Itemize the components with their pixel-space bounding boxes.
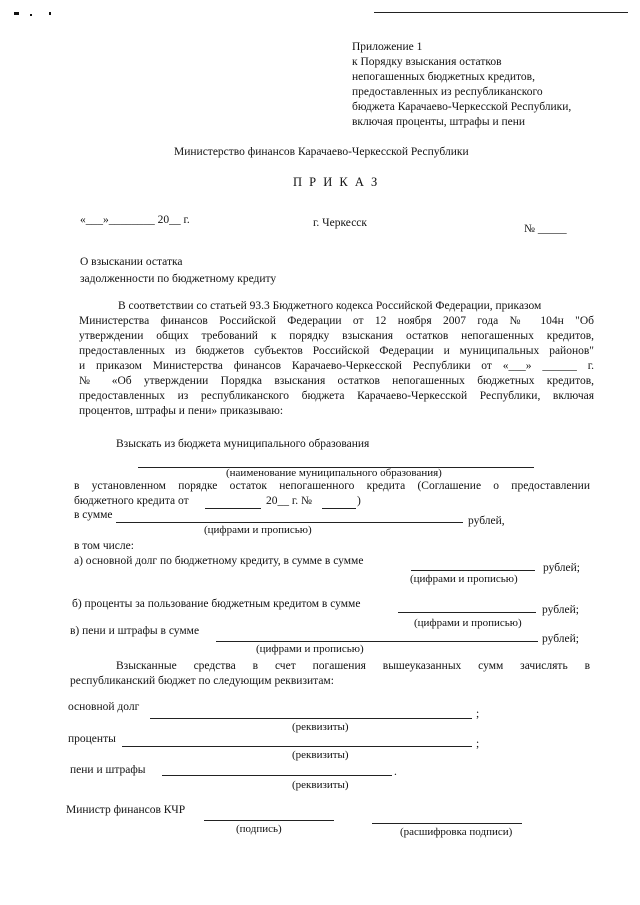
preamble-line: процентов, штрафы и пени» приказываю: [79,405,284,417]
rub-label: рублей; [542,633,579,645]
total-sum-field[interactable] [116,522,463,523]
signature-name-hint: (расшифровка подписи) [400,826,513,838]
procedure-line: бюджетного кредита от [74,495,189,507]
order-date: «___»________ 20__ г. [80,214,190,226]
principal-sum-field[interactable] [411,570,535,571]
requisites-hint: (реквизиты) [292,721,349,733]
annex-line: непогашенных бюджетных кредитов, [352,71,535,83]
subject-line: задолженности по бюджетному кредиту [80,273,277,285]
requisite-penalties-label: пени и штрафы [70,764,146,776]
requisite-interest-field[interactable] [122,746,472,747]
item-penalties: в) пени и штрафы в сумме [70,625,200,637]
procedure-line: в установленном порядке остаток непогашенного кредита (Соглашение о предоставлении [74,480,590,492]
preamble-line: и приказом Министерства финансов Карачаево-Черкесской Республики от «___» ______ г. [79,360,594,372]
agreement-number-field[interactable] [322,508,356,509]
requisite-penalties-field[interactable] [162,775,392,776]
annex-line: Приложение 1 [352,41,423,53]
signature-hint: (подпись) [236,823,282,835]
scan-mark [30,14,32,16]
sum-hint: (цифрами и прописью) [256,643,364,655]
requisite-principal-field[interactable] [150,718,472,719]
signature-field[interactable] [204,820,334,821]
transfer-line: республиканский бюджет по следующим реквизитам: [70,675,334,687]
requisites-hint: (реквизиты) [292,749,349,761]
subject-line: О взыскании остатка [80,256,183,268]
requisite-principal-label: основной долг [68,701,140,713]
penalties-sum-field[interactable] [216,641,538,642]
including-label: в том числе: [74,540,134,552]
preamble-line: предоставленных из бюджетов субъектов Российской Федерации и муниципальных районов" [79,345,594,357]
order-title: П Р И К А З [293,175,380,189]
rub-label: рублей, [468,515,505,527]
procedure-line: 20__ г. № [266,495,313,507]
sum-hint: (цифрами и прописью) [204,524,312,536]
preamble-line: утверждении общих требований к порядку взыскания остатков непогашенных кредитов, [79,330,594,342]
scan-mark [14,12,19,15]
annex-line: бюджета Карачаево-Черкесской Республики, [352,101,572,113]
annex-block [352,40,571,130]
signature-name-field[interactable] [372,823,522,824]
top-rule [374,12,628,13]
order-number: № _____ [524,223,567,235]
transfer-line: Взысканные средства в счет погашения вышеуказанных сумм зачислять в [116,660,590,672]
item-principal: а) основной долг по бюджетному кредиту, в сумме в сумме [74,555,364,567]
item-interest: б) проценты за пользование бюджетным кредитом в сумме [72,598,361,610]
requisites-hint: (реквизиты) [292,779,349,791]
requisite-interest-label: проценты [68,733,116,745]
annex-line: к Порядку взыскания остатков [352,56,502,68]
semicolon: ; [476,708,480,720]
semicolon: ; [476,738,480,750]
sum-hint: (цифрами и прописью) [414,617,522,629]
agreement-date-field[interactable] [205,508,261,509]
preamble-line: В соответствии со статьей 93.3 Бюджетного кодекса Российской Федерации, приказом [118,300,542,312]
annex-line: предоставленных из республиканского [352,86,543,98]
signature-label: Министр финансов КЧР [66,804,186,816]
preamble-line: Министерства финансов Российской Федерации от 12 ноября 2007 года № 104н "Об [79,315,594,327]
annex-line: включая проценты, штрафы и пени [352,116,526,128]
rub-label: рублей; [543,562,580,574]
sum-hint: (цифрами и прописью) [410,573,518,585]
preamble-line: предоставленных из республиканского бюджета Карачаево-Черкесской Республики, включая [79,390,594,402]
scan-mark [49,12,51,15]
interest-sum-field[interactable] [398,612,536,613]
ministry-name: Министерство финансов Карачаево-Черкесской Республики [174,146,469,158]
order-city: г. Черкесск [313,217,367,229]
period: . [394,766,397,778]
procedure-line: в сумме [74,509,113,521]
municipality-hint: (наименование муниципального образования) [226,467,442,479]
preamble-line: № «Об утверждении Порядка взыскания остатков непогашенных бюджетных кредитов, [79,375,594,387]
rub-label: рублей; [542,604,579,616]
collect-from-text: Взыскать из бюджета муниципального образования [116,438,370,450]
procedure-line: ) [357,495,361,507]
